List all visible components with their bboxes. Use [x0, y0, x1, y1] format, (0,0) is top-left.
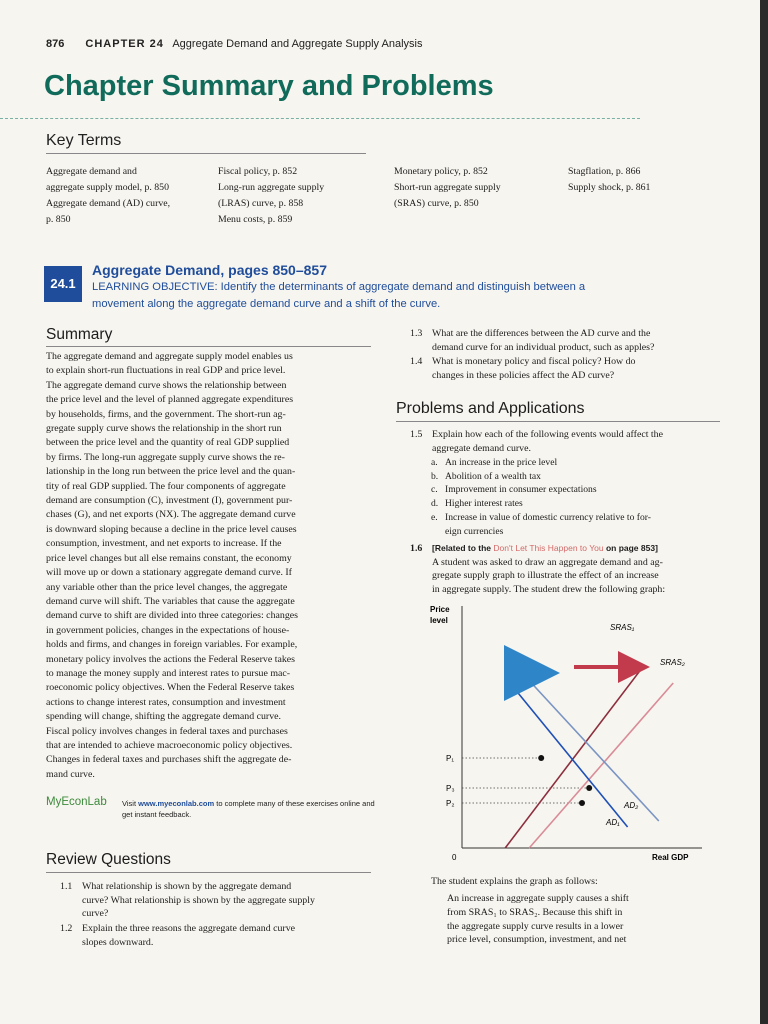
summary-line: to manage the money supply and interest rates to pursue mac- — [46, 667, 291, 679]
page-title: Chapter Summary and Problems — [44, 70, 494, 102]
question-number: 1.4 — [410, 356, 423, 367]
summary-line: demand curve to shift are divided into three categories: changes — [46, 610, 298, 622]
curve-ad — [515, 665, 659, 821]
summary-line: is downward sloping because a decline in the price level causes — [46, 523, 297, 535]
question-line: curve? What relationship is shown by the aggregate supply — [82, 894, 315, 906]
y-tick-label: P₃ — [446, 784, 455, 793]
question-line: demand curve for an individual product, such as apples? — [432, 341, 655, 353]
summary-line: between the price level and the quantity of real GDP supplied — [46, 437, 290, 449]
equilibrium-point — [586, 785, 592, 791]
problems-divider — [396, 421, 720, 422]
summary-line: gregate supply curve shows the relationship in the short run — [46, 423, 282, 435]
y-tick-label: P₁ — [446, 754, 455, 763]
section-number-badge: 24.1 — [44, 266, 82, 302]
student-explanation — [431, 875, 629, 946]
key-term: Supply shock, p. 861 — [568, 182, 651, 193]
list-item: b. Abolition of a wealth tax — [431, 470, 541, 482]
explanation-intro: The student explains the graph as follows: — [431, 876, 598, 887]
key-term: Short-run aggregate supply — [394, 182, 501, 193]
chapter-label: CHAPTER 24 — [85, 38, 164, 50]
summary-line: demand curve will shift. The variables that cause the aggregate — [46, 595, 295, 607]
summary-line: the price level and the level of planned aggregate expenditures — [46, 394, 294, 406]
key-terms-column-3 — [394, 164, 564, 212]
scan-edge — [760, 0, 768, 1024]
summary-line: by households, firms, and the government. The short-run ag- — [46, 408, 286, 420]
problem-line: Explain how each of the following events would affect the — [432, 429, 663, 440]
summary-line: monetary policy involves the actions the Federal Reserve takes — [46, 653, 295, 665]
learning-objective-line: LEARNING OBJECTIVE: Identify the determinants of aggregate demand and distinguish between a — [92, 281, 586, 293]
curve-label: AD₂ — [624, 801, 639, 810]
curve-label: SRAS₂ — [660, 658, 685, 667]
related-feature-tag: [Related to the Don't Let This Happen to You on page 853] — [432, 543, 658, 553]
myeconlab-visit: Visit — [122, 799, 137, 808]
summary-line: chases (G), and net exports (NX). The aggregate demand curve — [46, 509, 296, 521]
problem-1-5-options — [431, 456, 651, 538]
related-feature-name: Don't Let This Happen to You — [493, 543, 604, 553]
summary-line: The aggregate demand and aggregate supply model enables us — [46, 351, 293, 362]
problem-line: gregate supply graph to illustrate the effect of an increase — [432, 570, 659, 581]
learning-objective — [92, 279, 692, 313]
myeconlab-url[interactable]: www.myeconlab.com — [138, 799, 215, 808]
learning-objective-line: movement along the aggregate demand curve and a shift of the curve. — [92, 298, 441, 310]
key-terms-column-1 — [46, 164, 216, 228]
myeconlab-logo: MyEconLab — [46, 796, 107, 808]
key-term: Menu costs, p. 859 — [218, 214, 293, 225]
summary-line: to explain short-run fluctuations in real GDP and price level. — [46, 365, 286, 377]
problems-heading: Problems and Applications — [396, 400, 585, 417]
y-axis-label: level — [430, 616, 448, 625]
summary-line: will move up or down a stationary aggregate demand curve. If — [46, 567, 292, 579]
problem-line: A student was asked to draw an aggregate demand and ag- — [432, 556, 663, 568]
question-number: 1.1 — [60, 881, 73, 892]
myeconlab-desc: to complete many of these exercises online and get instant feedback. — [122, 799, 375, 819]
review-heading: Review Questions — [46, 851, 171, 868]
key-terms-column-2 — [218, 164, 388, 228]
list-item: eign currencies — [445, 525, 504, 537]
key-term: aggregate supply model, p. 850 — [46, 182, 169, 193]
myeconlab-text — [122, 798, 382, 820]
summary-line: tity of real GDP supplied. The four components of aggregate — [46, 480, 286, 492]
summary-line: lationship in the long run between the price level and the quan- — [46, 466, 296, 478]
section-title: Aggregate Demand, pages 850–857 — [92, 262, 327, 278]
page-number: 876 — [46, 38, 65, 50]
list-item: d. Higher interest rates — [431, 498, 523, 510]
title-divider — [0, 118, 640, 120]
question-line: What is monetary policy and fiscal policy? How do — [432, 356, 636, 367]
key-term: Monetary policy, p. 852 — [394, 166, 488, 177]
y-tick-label: P₂ — [446, 799, 455, 808]
summary-line: Fiscal policy involves changes in federal taxes and purchases — [46, 725, 288, 737]
x-axis-label: Real GDP — [652, 853, 689, 862]
key-terms-divider — [46, 153, 366, 154]
explanation-line: the aggregate supply curve results in a lower — [447, 920, 624, 932]
key-term: (LRAS) curve, p. 858 — [218, 198, 304, 209]
explanation-line: from SRAS₁ to SRAS₂. Because this shift in — [447, 906, 623, 918]
summary-text — [46, 350, 376, 782]
summary-heading: Summary — [46, 326, 113, 343]
list-item: c. Improvement in consumer expectations — [431, 484, 597, 496]
summary-divider — [46, 346, 371, 347]
list-item: e. Increase in value of domestic currency relative to for- — [431, 511, 651, 523]
question-number: 1.2 — [60, 923, 73, 934]
problem-line: in aggregate supply. The student drew the following graph: — [432, 583, 666, 595]
origin-label: 0 — [452, 853, 457, 862]
summary-line: any variable other than the price level changes, the aggregate — [46, 581, 288, 593]
equilibrium-point — [579, 800, 585, 806]
explanation-line: An increase in aggregate supply causes a shift — [447, 893, 629, 904]
question-line: What relationship is shown by the aggregate demand — [82, 881, 292, 892]
problem-line: aggregate demand curve. — [432, 442, 531, 454]
key-term: p. 850 — [46, 214, 71, 225]
summary-line: holds and firms, and changes in foreign variables. For example, — [46, 639, 298, 651]
summary-line: consumption, investment, and net exports to increase. If the — [46, 538, 282, 550]
question-number: 1.3 — [410, 328, 423, 339]
question-line: What are the differences between the AD curve and the — [432, 328, 651, 339]
problem-number: 1.5 — [410, 429, 423, 440]
summary-line: by firms. The long-run aggregate supply curve shows the re- — [46, 451, 285, 463]
summary-line: in government policies, changes in the expectations of house- — [46, 624, 290, 636]
key-terms-column-4 — [568, 164, 718, 196]
review-divider — [46, 872, 371, 873]
equilibrium-point — [538, 755, 544, 761]
key-term: Aggregate demand (AD) curve, — [46, 198, 171, 209]
summary-line: demand are consumption (C), investment (I), government pur- — [46, 495, 293, 507]
summary-line: roeconomic policy objectives. When the Federal Reserve takes — [46, 682, 295, 694]
question-line: changes in these policies affect the AD curve? — [432, 369, 615, 381]
curve-label: SRAS₁ — [610, 623, 635, 632]
running-header — [46, 38, 422, 50]
summary-line: price level changes but all else remains constant, the economy — [46, 552, 292, 564]
summary-line: Changes in federal taxes and purchases shift the aggregate de- — [46, 754, 292, 766]
summary-line: The aggregate demand curve shows the relationship between — [46, 379, 287, 391]
explanation-line: price level, consumption, investment, and net — [447, 934, 627, 946]
key-term: Stagflation, p. 866 — [568, 166, 641, 177]
y-axis-label: Price — [430, 605, 450, 614]
list-item: a. An increase in the price level — [431, 457, 558, 468]
curve-label: AD₁ — [606, 818, 620, 827]
summary-line: that are intended to achieve macroeconomic policy objectives. — [46, 739, 293, 751]
key-terms-heading: Key Terms — [46, 132, 122, 149]
question-line: slopes downward. — [82, 936, 154, 948]
key-term: Long-run aggregate supply — [218, 182, 325, 193]
curve-sras — [529, 683, 673, 848]
key-term: (SRAS) curve, p. 850 — [394, 198, 479, 209]
summary-line: actions to change interest rates, consumption and investment — [46, 696, 286, 708]
chapter-title: Aggregate Demand and Aggregate Supply Analysis — [172, 38, 423, 50]
key-term: Fiscal policy, p. 852 — [218, 166, 298, 177]
key-term: Aggregate demand and — [46, 166, 137, 177]
question-line: Explain the three reasons the aggregate demand curve — [82, 923, 296, 934]
question-line: curve? — [82, 908, 109, 919]
problem-number: 1.6 — [410, 543, 423, 554]
summary-line: spending will change, shifting the aggregate demand curve. — [46, 711, 282, 723]
ad-as-chart — [420, 600, 710, 865]
summary-line: mand curve. — [46, 768, 95, 780]
